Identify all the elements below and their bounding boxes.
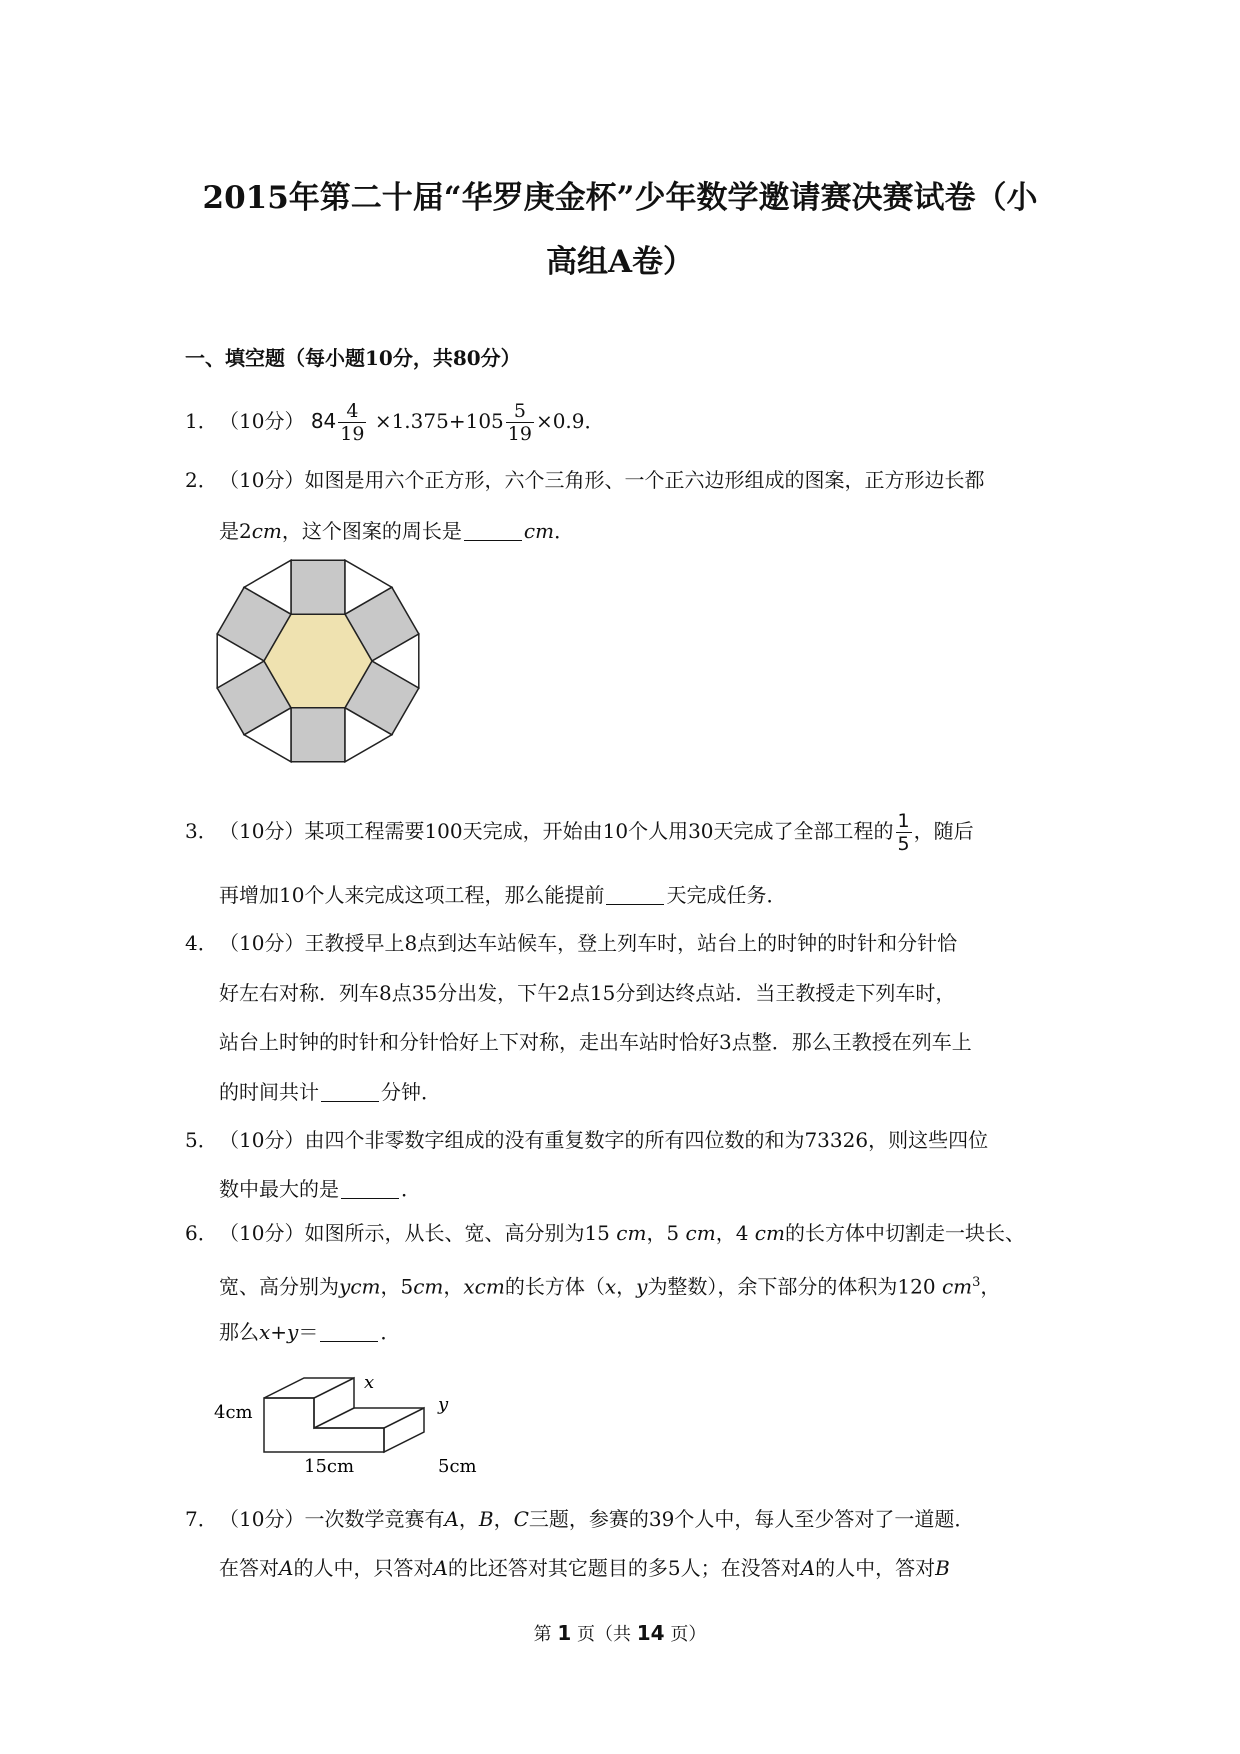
- question-7-line1: 7．（10分）一次数学竞赛有A，B，C三题，参赛的39个人中，每人至少答对了一道题．: [185, 1507, 975, 1531]
- dodecagon-figure: [214, 558, 424, 764]
- y-label: y: [438, 1394, 449, 1415]
- question-5-line2: 数中最大的是 ．: [219, 1177, 421, 1201]
- page-total: 14: [636, 1621, 665, 1645]
- length-label: 15cm: [304, 1456, 355, 1477]
- question-3-line1: 3．（10分）某项工程需要100天完成，开始由10个人用30天完成了全部工程的 $\frac{1}{5}$ ，随后: [185, 810, 974, 855]
- height-label: 4cm: [214, 1402, 253, 1423]
- answer-blank[interactable]: [341, 1178, 399, 1199]
- question-6-line1: 6．（10分）如图所示，从长、宽、高分别为15 cm，5 cm，4 cm的长方体中切割走一块长、: [185, 1221, 1025, 1245]
- section-heading: 一、填空题（每小题10分，共80分）: [185, 346, 521, 370]
- question-2-line2: 是2cm，这个图案的周长是 cm．: [219, 519, 575, 543]
- question-4-line2: 好左右对称．列车8点35分出发，下午2点15分到达终点站．当王教授走下列车时，: [219, 981, 956, 1005]
- times-sign: ×: [374, 409, 392, 433]
- expression-end: ×0.9．: [535, 409, 605, 433]
- expression-middle: 1.375+105: [391, 409, 504, 433]
- cuboid-figure: [214, 1358, 504, 1478]
- page-number: 1: [557, 1621, 572, 1645]
- fraction-one-fifth: $\frac{1}{5}$: [897, 810, 910, 855]
- exam-title-line2: 高组A卷）: [545, 244, 695, 280]
- fraction-b: $\frac{5}{19}$: [507, 400, 532, 445]
- question-2-line1: 2．（10分）如图是用六个正方形，六个三角形、一个正六边形组成的图案，正方形边长都: [185, 468, 985, 492]
- question-number: 1．: [185, 409, 218, 433]
- x-label: x: [364, 1372, 375, 1393]
- square: [291, 560, 345, 614]
- question-6-line3: 那么x+y＝ ．: [219, 1320, 401, 1344]
- width-label: 5cm: [438, 1456, 477, 1477]
- question-4-line3: 站台上时钟的时针和分针恰好上下对称，走出车站时恰好3点整．那么王教授在列车上: [219, 1030, 972, 1054]
- answer-blank[interactable]: [321, 1081, 379, 1102]
- question-5-line1: 5．（10分）由四个非零数字组成的没有重复数字的所有四位数的和为73326，则这些四位: [185, 1128, 989, 1152]
- answer-blank[interactable]: [464, 520, 522, 541]
- fraction-a: $\frac{4}{19}$: [340, 400, 365, 445]
- question-6-line2: 宽、高分别为ycm，5cm，xcm的长方体（x，y为整数），余下部分的体积为120 $cm^3$，: [219, 1274, 1001, 1299]
- exam-title-line1: 2015年第二十届“华罗庚金杯”少年数学邀请赛决赛试卷（小: [202, 180, 1038, 216]
- page-footer: 第 1 页（共 14 页）: [533, 1621, 707, 1645]
- question-7-line2: 在答对A的人中，只答对A的比还答对其它题目的多5人；在没答对A的人中，答对B: [219, 1556, 950, 1580]
- answer-blank[interactable]: [606, 884, 664, 905]
- mixed-number-whole: 84: [310, 409, 337, 433]
- question-3-line2: 再增加10个人来完成这项工程，那么能提前 天完成任务．: [219, 883, 787, 907]
- question-4-line4: 的时间共计 分钟．: [219, 1080, 441, 1104]
- question-1: [185, 400, 605, 445]
- square: [291, 708, 345, 762]
- question-4-line1: 4．（10分）王教授早上8点到达车站候车，登上列车时，站台上的时钟的时针和分针恰: [185, 931, 958, 955]
- answer-blank[interactable]: [320, 1321, 378, 1342]
- question-points: （10分）: [219, 409, 305, 433]
